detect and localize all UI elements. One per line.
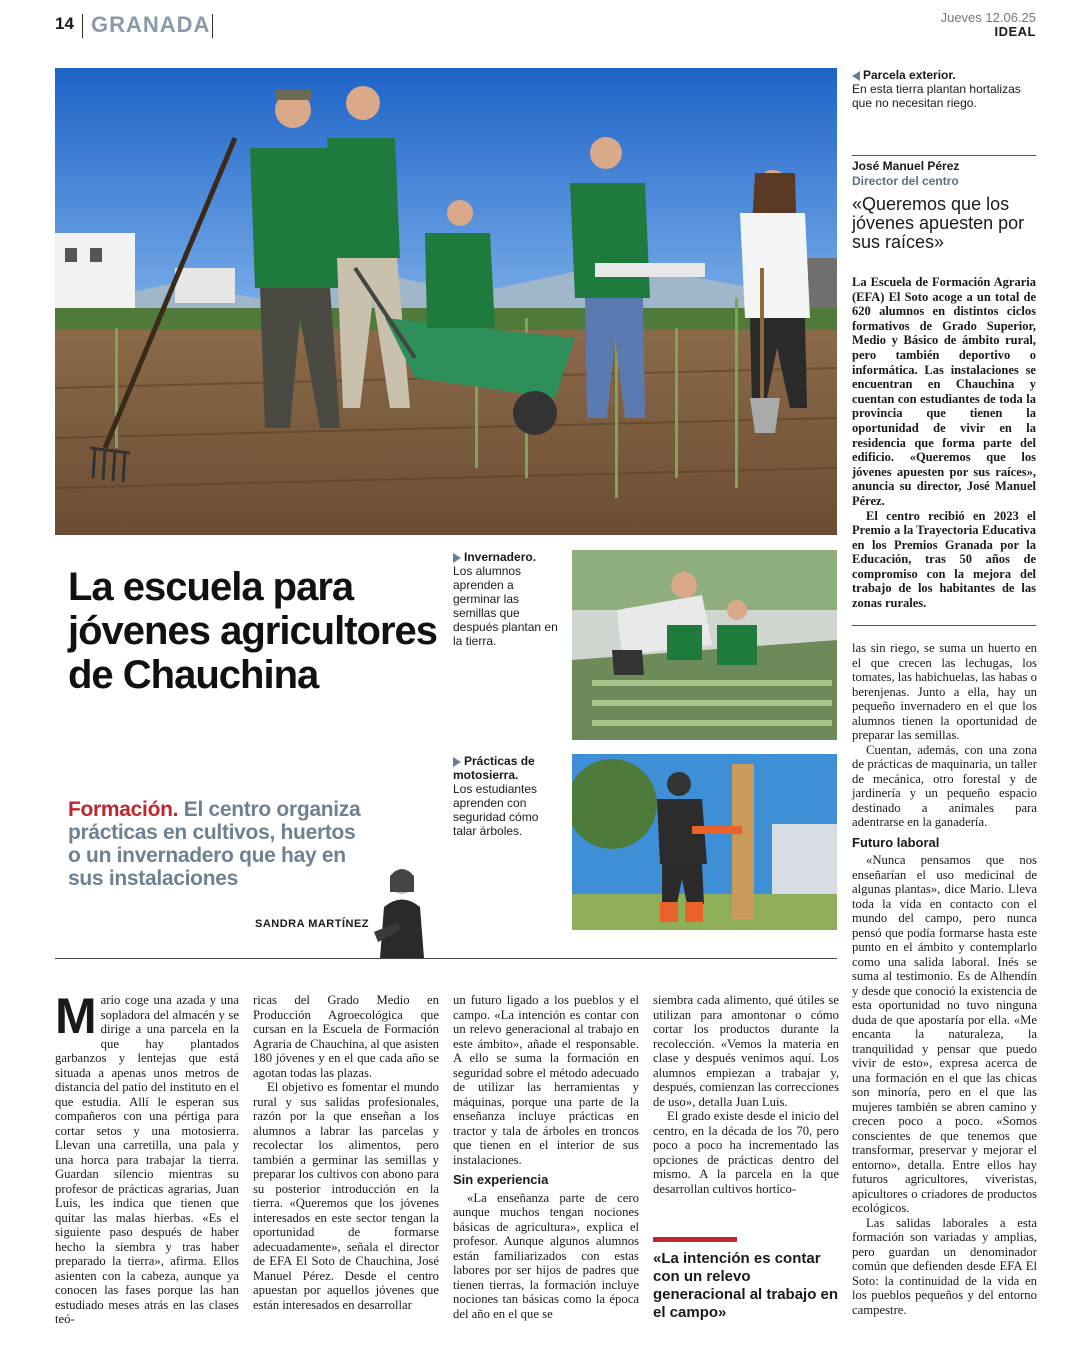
newspaper-name: IDEAL <box>994 24 1036 39</box>
issue-date: Jueves 12.06.25 <box>940 10 1036 25</box>
interview-body <box>852 275 1036 611</box>
article-column-3 <box>453 993 639 1321</box>
caption-motosierra <box>453 754 563 838</box>
article-paragraph: Cuentan, además, con una zona de prácticas de maquinaria, un taller de mecánica, otro forestal y de jardinería y un pequeño espacio destinado a animales para adentrarse en la ganadería. <box>852 742 1037 829</box>
pull-quote: «La intención es contar con un relevo generacional al trabajo en el campo» <box>653 1250 839 1321</box>
header-divider <box>212 14 213 38</box>
interview-quote: «Queremos que los jóvenes apuesten por sus raíces» <box>852 194 1025 252</box>
interview-paragraph: La Escuela de Formación Agraria (EFA) El Soto acoge a un total de 620 alumnos en distintos ciclos formativos de Grado Superior, Medio y Básico de ámbito rural, pero también deportivo o informática. Las instalaciones se encuentran en Chauchina y cuentan con estudiantes de toda la provincia que tienen la oportunidad de vivir en la residencia que forma parte del edificio. «Queremos que los jóvenes apuesten por sus raíces», anuncia su director, José Manuel Pérez. <box>852 275 1036 508</box>
section-name: GRANADA <box>91 12 211 37</box>
caption-arrow-left-icon <box>852 71 860 81</box>
greenhouse-photo <box>572 550 837 740</box>
article-column-5 <box>852 641 1037 1317</box>
article-column-4 <box>653 993 839 1196</box>
drop-cap: M <box>55 988 97 1044</box>
article-paragraph: «La enseñanza parte de cero aunque muchos tengan nociones básicas de agricultura», explica el profesor. Aunque algunos alumnos están familiarizados con estas labores por ser hijos de padres que tienen tierras, la formación incluye nociones tan básicas como la época del año en el que se <box>453 1190 639 1321</box>
caption-invernadero-text: Los alumnos aprenden a germinar las semillas que después plantan en la tierra. <box>453 564 558 648</box>
author-portrait <box>368 862 430 958</box>
article-paragraph: siembra cada alimento, qué útiles se utilizan para amontonar o cómo cortar los productos durante la recolección. «Vemos la materia en clase y después venimos aquí. Los alumnos empiezan a trabajar y, después, comienzan las correcciones de uso», detalla Juan Luis. <box>653 993 840 1109</box>
article-paragraph: El objetivo es fomentar el mundo rural y sus salidas profesionales, razón por la que enseñan a los alumnos a labrar las parcelas y recolectar los alimentos, pero también a germinar las semillas y preparar los cultivos con abono para su posterior introducción en la tierra. «Queremos que los jóvenes interesados en este sector tengan la oportunidad de formarse adecuadamente», señala el director de EFA El Soto de Chauchina, José Manuel Pérez. Desde el centro apuestan por aquellos jóvenes que están interesados en desarrollar <box>253 1080 439 1312</box>
section-heading: Futuro laboral <box>852 834 940 850</box>
header-divider <box>82 14 83 38</box>
article-paragraph: ario coge una azada y una sopladora del almacén y se dirige a una parcela en la que hay plantados garbanzos y lentejas que está situada a apenas unos metros de distancia del patio del instituto en el que estudia. Allí le esperan sus compañeros con una pértiga para cortar setos y una motosierra. Llevan una carretilla, una pala y una horca para trabajar la tierra. Guardan silencio mientras su profesor de prácticas agrarias, Juan Luis, les indica que tienen que quitar las malas hierbas. «Es el siguiente paso después de haber hecho la siembra y tras haber preparado la tierra», afirma. Ellos asienten con la cabeza, aunque ya conocen las fases porque las han estudiado meses atrás en las clases teó- <box>55 993 239 1326</box>
pull-quote-rule <box>653 1237 737 1242</box>
divider <box>852 625 1036 626</box>
section-heading: Sin experiencia <box>453 1172 549 1187</box>
subhead-kicker: Formación. <box>68 798 179 821</box>
page-number: 14 <box>55 14 74 33</box>
caption-exterior <box>852 68 1036 110</box>
article-headline: La escuela para jóvenes agricultores de Chauchina <box>68 565 438 697</box>
main-photo-students-field <box>55 68 837 535</box>
caption-motosierra-text: Los estudiantes aprenden con seguridad cómo talar árboles. <box>453 782 539 838</box>
caption-arrow-right-icon <box>453 553 461 563</box>
article-paragraph: las sin riego, se suma un huerto en el que crecen las lechugas, los tomates, las habichuelas, las habas o berenjenas. Junto a ella, hay un pequeño invernadero en el que los alumnos tienen la oportunidad de preparar las semillas. <box>852 641 1037 742</box>
article-paragraph: El grado existe desde el inicio del centro, en la década de los 70, pero poco a poco ha incrementado las opciones de prácticas dentro del mismo. A la parcela en la que desarrollan cultivos hortíco- <box>653 1109 839 1196</box>
byline: SANDRA MARTÍNEZ <box>255 918 370 930</box>
caption-motosierra-title: Prácticas de motosierra. <box>453 754 535 782</box>
caption-invernadero-title: Invernadero. <box>464 550 537 564</box>
article-paragraph: un futuro ligado a los pueblos y el campo. «La intención es contar con un relevo generacional al trabajo en este ámbito», añade el responsable. A ello se suma la formación en seguridad sobre el método adecuado de utilizar las herramientas y máquinas, porque una parte de la enseñanza incluye prácticas en tractor y tala de árboles en troncos que tienen en el interior de sus instalaciones. <box>453 993 639 1167</box>
caption-arrow-right-icon <box>453 757 461 767</box>
divider <box>852 155 1036 156</box>
article-column-2 <box>253 993 439 1312</box>
article-subhead <box>68 798 368 890</box>
article-paragraph: «Nunca pensamos que nos enseñarían el uso medicinal de algunas plantas», dice Mario. Lleva toda la vida en contacto con el mundo del campo, pero nunca pensó que podía formarse hasta este punto en el ámbito y contemplarlo como una salida laboral. Inés se suma al testimonio. Es de Alhendín y desde que conoció la existencia de esta oportunidad no tuvo ninguna duda de que apostaría por ella. «Me encanta la naturaleza, la tranquilidad y pensar que puedo vivir de esto», expresa acerca de una formación en el que las chicas son minoría, pero en el que las mujeres también se abren camino y crecen poco a poco. «Somos conscientes de que tenemos que transformar, preservar y mejorar el entorno», detalla. Entre ellos hay futuros agricultores, viveristas, apicultores o criadores de productos ecológicos. <box>852 853 1037 1215</box>
interviewee-name: José Manuel Pérez <box>852 159 960 173</box>
caption-exterior-title: Parcela exterior. <box>863 68 956 82</box>
article-column-1 <box>55 988 239 1327</box>
chainsaw-photo <box>572 754 837 930</box>
subhead-text: El centro organiza prácticas en cultivos, huertos o un invernadero que hay en sus instalaciones <box>68 798 361 890</box>
interview-paragraph: El centro recibió en 2023 el Premio a la Trayectoria Educativa en los Premios Granada por la Educación, tras 50 años de compromiso con la mejora del trabajo de los habitantes de las zonas rurales. <box>852 508 1036 611</box>
article-paragraph: Las salidas laborales a esta formación son variadas y amplias, pero guardan un denominador común que defienden desde EFA El Soto: la continuidad de la vida en los pueblos pequeños y del entorno campestre. <box>852 1215 1037 1317</box>
divider <box>55 958 837 959</box>
caption-invernadero <box>453 550 563 648</box>
interviewee-role: Director del centro <box>852 174 959 188</box>
caption-exterior-text: En esta tierra plantan hortalizas que no necesitan riego. <box>852 82 1021 110</box>
article-paragraph: ricas del Grado Medio en Producción Agroecológica que cursan en la Escuela de Formación Agraria de Chauchina, al que asisten 180 jóvenes y en el que cada año se agotan todas las plazas. <box>253 993 440 1080</box>
